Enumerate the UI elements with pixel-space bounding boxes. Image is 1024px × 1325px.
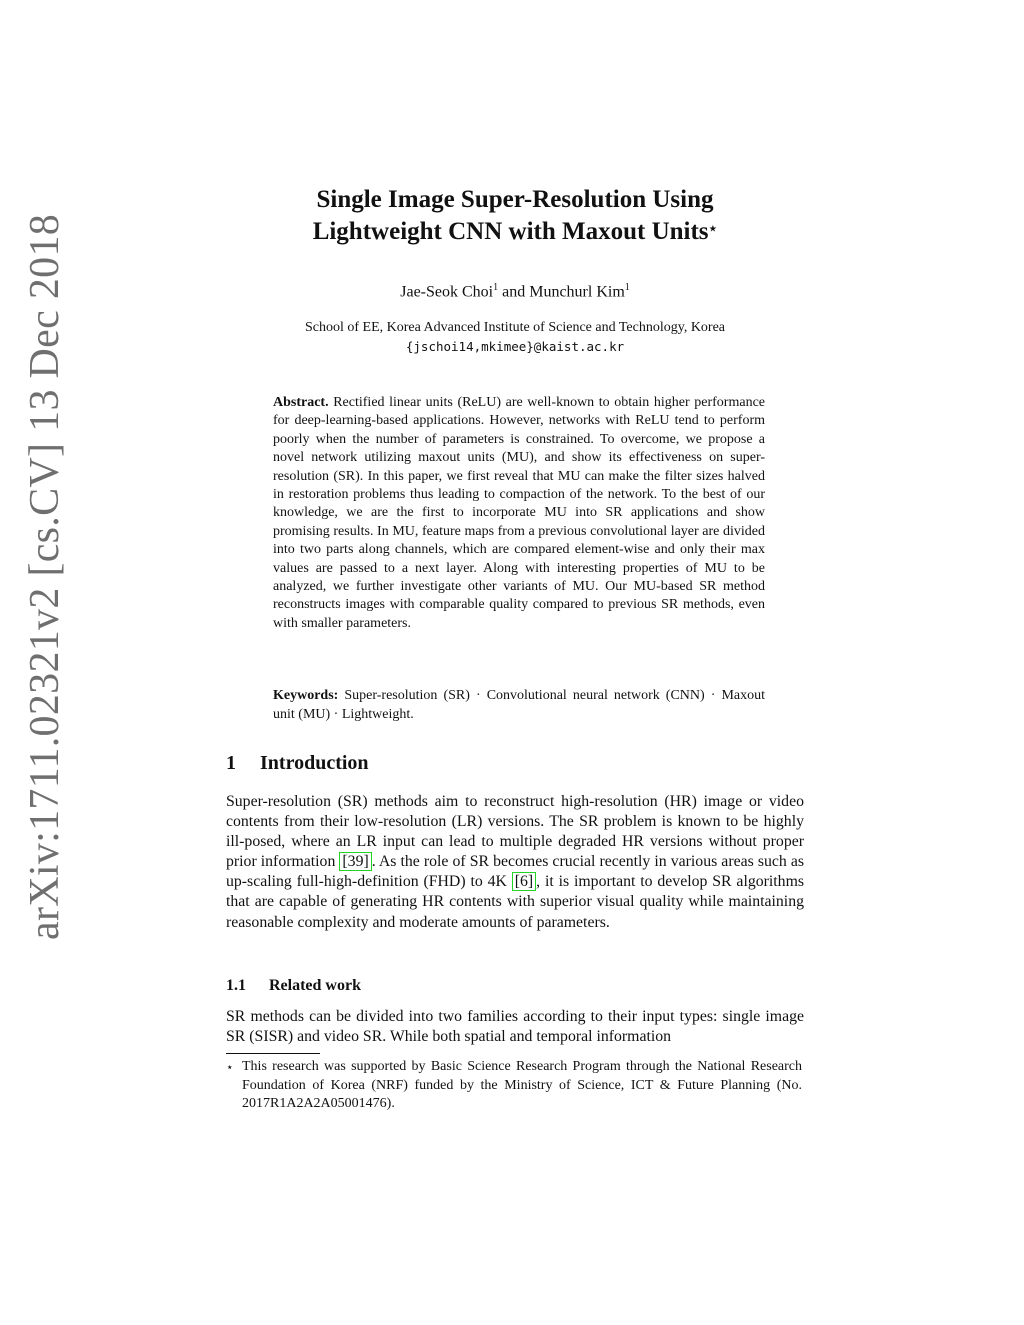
subsection-number: 1.1 (226, 977, 246, 994)
keywords (273, 686, 765, 724)
title-footnote-star: ⋆ (708, 222, 718, 237)
keywords-text: Super-resolution (SR) · Convolutional neural network (CNN) · Maxout unit (MU) · Lightweight. (273, 688, 766, 722)
intro-text-1: Super-resolution (SR) methods aim to reconstruct high-resolution (HR) image or video contents from their low-resolution (LR) versions. The SR problem is known to be highly ill-posed, where an LR input can lead to multiple degraded HR versions without proper prior information (226, 793, 804, 871)
related-work-paragraph: SR methods can be divided into two families according to their input types: single image SR (SISR) and video SR. While both spatial and temporal information (226, 1008, 804, 1046)
abstract (273, 394, 765, 633)
citation-link-39[interactable]: [39] (339, 852, 371, 871)
footnote-marker: ⋆ (226, 1060, 234, 1074)
subsection-title: Related work (269, 977, 361, 994)
arxiv-identifier: arXiv:1711.02321v2 [cs.CV] 13 Dec 2018 (22, 213, 68, 940)
author-1: Jae-Seok Choi (400, 283, 494, 301)
author-1-affiliation: 1 (493, 282, 499, 293)
author-2-affiliation: 1 (624, 282, 630, 293)
author-conjunction: and (498, 283, 530, 301)
keywords-label: Keywords: (273, 688, 339, 703)
citation-link-6[interactable]: [6] (512, 872, 536, 891)
abstract-text: Rectified linear units (ReLU) are well-known to obtain higher performance for deep-learning-based applications. However, networks with ReLU tend to perform poorly when the number of parameters is constrained. To overcome, we propose a novel network utilizing maxout units (MU), and show its effectiveness on super-resolution (SR). In this paper, we first reveal that MU can make the filter sizes halved in restoration problems thus leading to compaction of the network. To the best of our knowledge, we are the first to incorporate MU into SR applications and show promising results. In MU, feature maps from a previous convolutional layer are divided into two parts along channels, which are compared element-wise and only their max values are passed to a next layer. Along with interesting properties of MU to be analyzed, we further investigate other variants of MU. Our MU-based SR method reconstructs images with comparable quality compared to previous SR methods, even with smaller parameters. (273, 395, 765, 631)
subsection-heading-related-work (226, 977, 361, 995)
footnote-text: This research was supported by Basic Science Research Program through the National Research Foundation of Korea (NRF) funded by the Ministry of Science, ICT & Future Planning (No. 2017R1A2A2A05001476). (242, 1059, 802, 1112)
affiliation-block (200, 318, 830, 356)
title-line-1: Single Image Super-Resolution Using (316, 186, 714, 213)
paper-title (200, 184, 830, 248)
author-2: Munchurl Kim (529, 283, 625, 301)
footnote-divider (226, 1053, 320, 1054)
section-number: 1 (226, 752, 236, 774)
section-title: Introduction (260, 752, 369, 774)
author-emails[interactable]: {jschoi14,mkimee}@kaist.ac.kr (405, 339, 625, 354)
title-line-2 (200, 216, 830, 248)
footnote (226, 1058, 804, 1114)
affiliation-line: School of EE, Korea Advanced Institute of Science and Technology, Korea (304, 320, 726, 335)
author-list (200, 282, 830, 301)
introduction-paragraph (226, 792, 804, 933)
title-line-2-text: Lightweight CNN with Maxout Units (312, 218, 709, 245)
abstract-label: Abstract. (273, 395, 329, 410)
section-heading-introduction (226, 752, 369, 775)
intro-text-3: , it is important to develop SR algorithms that are capable of generating HR contents with superior visual quality while maintaining reasonable complexity and moderate amounts of parameters. (226, 873, 805, 931)
intro-text-2: . As the role of SR becomes crucial recently in various areas such as up-scaling full-high-definition (FHD) to 4K (226, 853, 804, 891)
